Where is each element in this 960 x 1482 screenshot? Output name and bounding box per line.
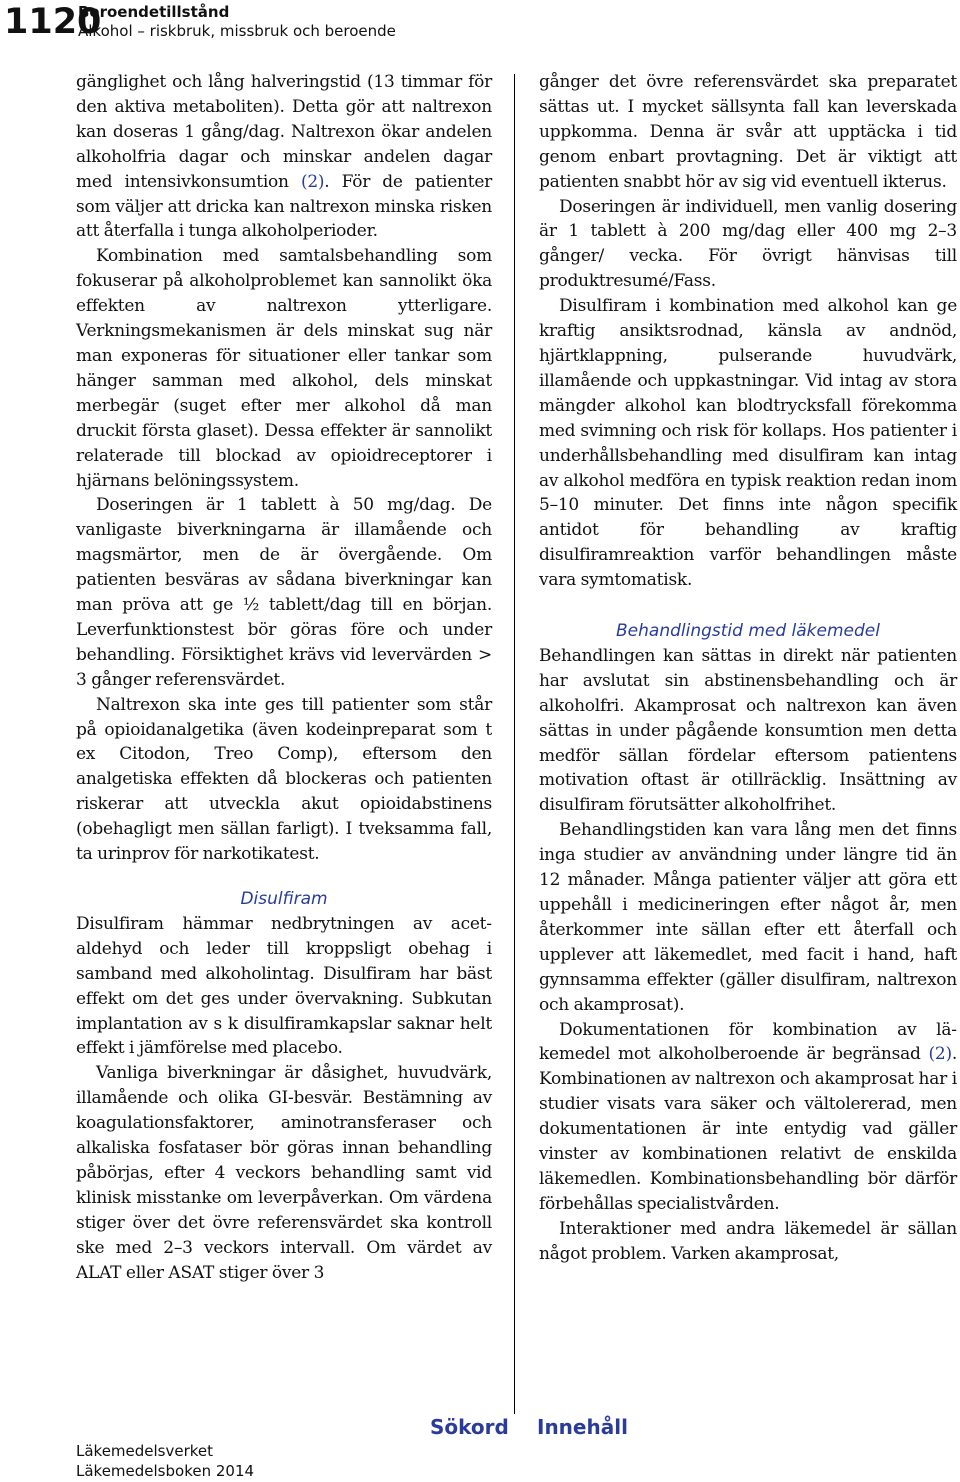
right-column <box>539 70 957 1267</box>
paragraph <box>539 1018 957 1217</box>
page-footer <box>76 1441 254 1481</box>
paragraph: Vanliga biverkningar är dåsighet, huvudvärk, illamående och olika GI-besvär. Bestämning av koagulationsfaktorer, aminotransferaser och alkaliska fosfataser bör göras innan behandling påbörjas, efter 4 veckors behandling samt vid klinisk misstanke om leverpåverkan. Om värdena stiger över det övre referensvärdet ska kontroll ske med 2–3 veckors intervall. Om värdet av ALAT eller ASAT stiger över 3 <box>76 1063 492 1283</box>
paragraph-text: . För de patienter som väljer att dricka kan naltrexon minska risken att återfalla i tunga alkoholperioder. <box>76 171 493 242</box>
paragraph: Kombination med samtalsbehandling som fokuserar på alkoholproblemet kan sannolikt öka effekten av naltrexon ytterligare. Verkningsmekanismen är dels minskat sug när man exponeras för situationer eller tankar som hänger samman med alkohol, dels minskat merbegär (suget efter mer alkohol då man druckit första glaset). Dessa effekter är sannolikt relaterade till blockad av opioidreceptorer i hjärnans belöningssystem. <box>76 246 492 491</box>
section-heading-treatment: Behandlingstid med läkemedel <box>616 621 880 642</box>
paragraph <box>76 70 492 244</box>
section-title: Beroendetillstånd <box>78 3 230 21</box>
column-divider <box>514 74 515 1414</box>
paragraph: gånger det övre referensvärdet ska preparatet sättas ut. I mycket sällsynta fall kan leverskada uppkomma. Denna är svår att upptäcka i tid genom enbart provtagning. Det är viktigt att patienten snabbt hör av sig vid eventuell ikterus. <box>539 72 957 192</box>
paragraph-text: . Kombinationen av naltrexon och akamprosat har i studier visats vara säker och vältolererad, men dokumentationen är inte entydig vad gäller vinster av kombinationen relativt de enskilda läkemedlen. Kombinationsbehandling bör därför förbehållas specialistvården. <box>539 1044 957 1214</box>
page-number: 1120 <box>4 2 102 42</box>
paragraph: Doseringen är individuell, men vanlig dosering är 1 tablett à 200 mg/dag eller 400 mg 2–3 gånger/ vecka. För övrigt hänvisas till produktresumé/Fass. <box>539 196 957 292</box>
subsection-title: Alkohol – riskbruk, missbruk och beroende <box>78 22 396 40</box>
left-column <box>76 70 492 1286</box>
page-header <box>0 0 960 50</box>
paragraph: Doseringen är 1 tablett à 50 mg/dag. De vanligaste biverkningarna är illamående och magsmärtor, men de är övergående. Om patienten besväras av sådana biverkningar kan man pröva att ge ½ tablett/dag till en början. Leverfunktionstest bör göras före och under behandling. Försiktighet krävs vid levervärden > 3 gånger referensvärdet. <box>76 495 492 690</box>
paragraph: Disulfiram i kombination med alkohol kan ge kraftig ansiktsrodnad, känsla av andnöd, hjärtklappning, pulserande huvudvärk, illamående och uppkastningar. Vid intag av stora mängder alkohol kan blodtrycksfall förekomma med svimning och risk för kollaps. Hos patienter i underhållsbehandling med disulfiram kan intag av alkohol medföra en typisk reaktion redan inom 5–10 minuter. Det finns inte någon specifik antidot för behandling av kraftig disulfiramreaktion varför behandlingen måste vara symtomatisk. <box>539 296 957 591</box>
publisher-name: Läkemedelsverket <box>76 1442 214 1460</box>
paragraph: Behandlingen kan sättas in direkt när patienten har avslutat sin abstinensbehandling och är alkoholfri. Akamprosat och naltrexon kan även sättas in under pågående konsumtion men detta medför sällan fördelar eftersom patientens motivation oftast är otillräcklig. Insättning av disulfiram förutsätter alkoholfrihet. <box>539 645 957 816</box>
reference-link[interactable]: (2) <box>300 171 325 192</box>
paragraph: Disulfiram hämmar nedbrytningen av acetaldehyd och leder till kroppsligt obehag i samband med alkoholintag. Disulfiram har bäst effekt om det ges under övervakning. Subkutan implantation av s k disulfiramkapslar saknar helt effekt i jämförelse med placebo. <box>76 913 492 1059</box>
paragraph: Behandlingstiden kan vara lång men det finns inga studier av användning under längre tid än 12 månader. Många patienter väljer att göra ett uppehåll i medicineringen efter något år, men återkommer inte sällan efter ett återfall och upplever att läkemedlet, med facit i hand, haft gynnsamma effekter (gäller disulfiram, naltrexon och akamprosat). <box>539 820 957 1015</box>
paragraph-text: Dokumentationen för kombination av läkemedel mot alkoholberoende är begränsad <box>539 1019 957 1065</box>
paragraph-text: gänglighet och lång halveringstid (13 timmar för den aktiva metaboliten). Detta gör att naltrexon kan doseras 1 gång/dag. Naltrexon ökar andelen alkoholfria dagar och minskar andelen dagar med intensivkonsumtion <box>76 72 492 192</box>
search-keywords-link[interactable]: Sökord <box>430 1415 509 1439</box>
table-of-contents-link[interactable]: Innehåll <box>537 1415 628 1439</box>
book-title: Läkemedelsboken 2014 <box>76 1462 255 1480</box>
paragraph: Interaktioner med andra läkemedel är sällan något problem. Varken akamprosat, <box>539 1218 957 1264</box>
reference-link[interactable]: (2) <box>928 1044 952 1065</box>
paragraph: Naltrexon ska inte ges till patienter som står på opioidanalgetika (även kodeinpreparat som t ex Citodon, Treo Comp), eftersom den analgetiska effekten då blockeras och patienten riskerar att utveckla akut opioidabstinens (obehagligt men sällan farligt). I tveksamma fall, ta urinprov för narkotikatest. <box>76 694 492 865</box>
section-heading-disulfiram: Disulfiram <box>240 889 328 909</box>
